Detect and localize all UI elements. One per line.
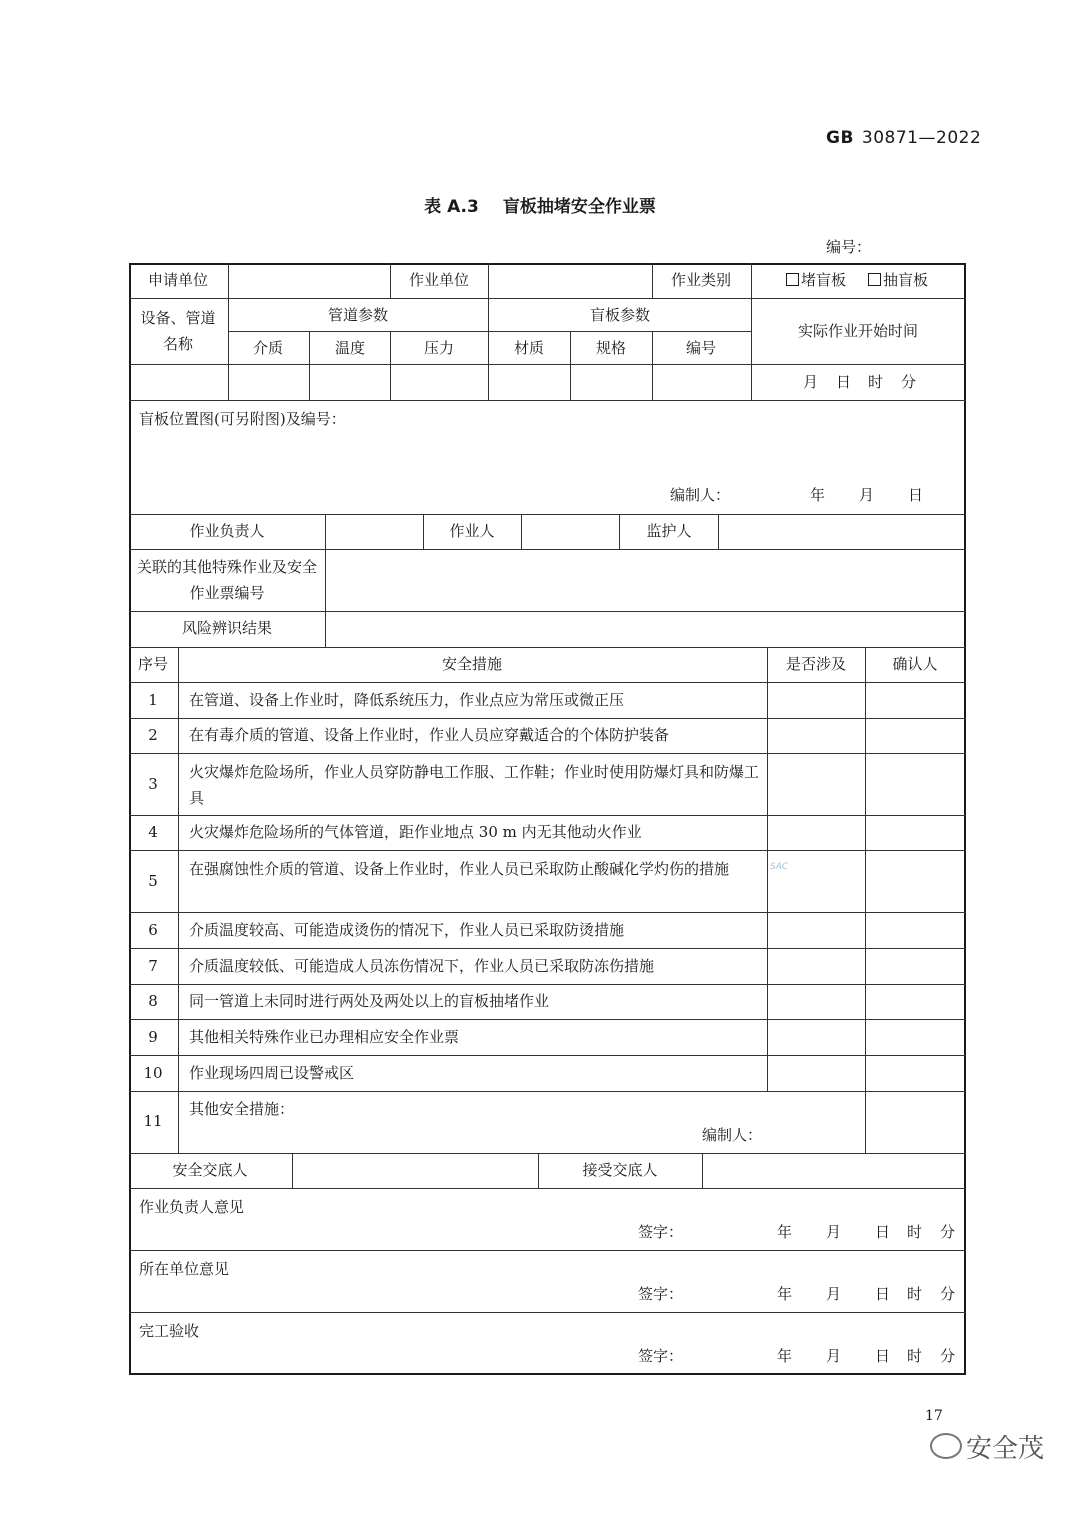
sign-hour: 时	[907, 1223, 923, 1241]
related-work-label: 关联的其他特殊作业及安全作业票编号	[137, 558, 318, 602]
number-header: 编号	[685, 339, 717, 357]
standard-number: GB 30871—2022	[826, 128, 982, 148]
measure-text: 在有毒介质的管道、设备上作业时，作业人员应穿戴适合的个体防护装备	[189, 726, 670, 744]
leader-opinion-label: 作业负责人意见	[139, 1198, 245, 1216]
measure-text: 同一管道上未同时进行两处及两处以上的盲板抽堵作业	[189, 992, 550, 1010]
grid-line	[228, 331, 751, 332]
grid-line	[390, 263, 391, 298]
measure-text: 介质温度较高、可能造成烫伤的情况下，作业人员已采取防烫措施	[189, 921, 625, 939]
measure-header: 安全措施	[441, 655, 503, 673]
sign-year: 年	[777, 1223, 793, 1241]
grid-line	[652, 331, 653, 400]
measure-no: 7	[148, 957, 158, 975]
measure-no: 4	[148, 823, 158, 841]
measure-text: 其他相关特殊作业已办理相应安全作业票	[189, 1028, 460, 1046]
leader-label: 作业负责人	[189, 522, 265, 540]
grid-line	[718, 514, 719, 549]
block-blind-checkbox[interactable]: 堵盲板	[786, 273, 846, 288]
diagram-maker-label: 编制人：	[670, 486, 731, 504]
checkbox-icon	[868, 273, 881, 286]
grid-line	[129, 1091, 966, 1092]
measure-no: 10	[143, 1064, 163, 1082]
grid-line	[129, 647, 966, 648]
start-day: 日	[836, 373, 852, 391]
table-title: 表 A.3 盲板抽堵安全作业票	[424, 197, 656, 217]
sign-hour: 时	[907, 1285, 923, 1303]
grid-line	[129, 1153, 966, 1154]
grid-line	[129, 682, 966, 683]
safety-receiver-label: 接受交底人	[582, 1161, 658, 1179]
grid-line	[325, 514, 326, 647]
grid-line	[702, 1153, 703, 1188]
grid-line	[129, 753, 966, 754]
grid-line	[129, 850, 966, 851]
grid-line	[129, 718, 966, 719]
grid-line	[767, 647, 768, 1091]
risk-result-label: 风险辨识结果	[181, 619, 273, 637]
measure-text: 其他安全措施：	[189, 1100, 295, 1118]
measure-no: 11	[143, 1112, 163, 1130]
grid-line	[129, 948, 966, 949]
grid-line	[129, 364, 966, 365]
grid-line	[309, 331, 310, 400]
completion-label: 完工验收	[139, 1322, 200, 1340]
sign-label: 签字：	[638, 1223, 684, 1241]
sign-minute: 分	[940, 1347, 956, 1365]
measure-text: 在管道、设备上作业时，降低系统压力，作业点应为常压或微正压	[189, 691, 625, 709]
guardian-label: 监护人	[646, 522, 692, 540]
actual-start-label: 实际作业开始时间	[797, 322, 919, 340]
sign-month: 月	[826, 1347, 842, 1365]
measure-text: 火灾爆炸危险场所的气体管道，距作业地点 30 m 内无其他动火作业	[189, 823, 642, 841]
watermark: 安全茂	[930, 1428, 1044, 1465]
grid-line	[129, 1250, 966, 1251]
grid-line	[129, 1055, 966, 1056]
form-frame	[129, 263, 966, 1375]
grid-line	[178, 647, 179, 1153]
work-type-label: 作业类别	[670, 271, 732, 289]
pipe-params-label: 管道参数	[327, 306, 389, 324]
unit-opinion-label: 所在单位意见	[139, 1260, 230, 1278]
measure-text: 在强腐蚀性介质的管道、设备上作业时，作业人员已采取防止酸碱化学灼伤的措施	[189, 860, 730, 878]
sign-month: 月	[826, 1223, 842, 1241]
seq-header: 序号	[137, 655, 169, 673]
grid-line	[538, 1153, 539, 1188]
measure-text: 介质温度较低、可能造成人员冻伤情况下，作业人员已采取防冻伤措施	[189, 957, 655, 975]
grid-line	[228, 263, 229, 400]
sign-minute: 分	[940, 1285, 956, 1303]
grid-line	[488, 263, 489, 400]
measure-no: 5	[148, 872, 158, 890]
medium-header: 介质	[252, 339, 284, 357]
grid-line	[129, 400, 966, 401]
sign-day: 日	[875, 1347, 891, 1365]
grid-line	[390, 331, 391, 400]
equip-name-label: 设备、管道名称	[140, 309, 216, 353]
page-number: 17	[925, 1408, 943, 1424]
diagram-day: 日	[908, 486, 924, 504]
grid-line	[129, 912, 966, 913]
grid-line	[129, 549, 966, 550]
safety-giver-label: 安全交底人	[172, 1161, 248, 1179]
confirmer-header: 确认人	[892, 655, 938, 673]
grid-line	[292, 1153, 293, 1188]
start-month: 月	[803, 373, 819, 391]
worker-label: 作业人	[449, 522, 495, 540]
apply-unit-label: 申请单位	[147, 271, 209, 289]
pressure-header: 压力	[423, 339, 455, 357]
sign-hour: 时	[907, 1347, 923, 1365]
grid-line	[865, 647, 866, 1153]
grid-line	[129, 1312, 966, 1313]
work-unit-label: 作业单位	[408, 271, 470, 289]
sign-year: 年	[777, 1285, 793, 1303]
wechat-icon	[930, 1433, 962, 1459]
measure-text: 作业现场四周已设警戒区	[189, 1064, 355, 1082]
draw-blind-checkbox[interactable]: 抽盲板	[868, 273, 928, 288]
blind-diagram-label: 盲板位置图(可另附图)及编号：	[139, 410, 346, 428]
measure-no: 8	[148, 992, 158, 1010]
measure-maker-label: 编制人：	[702, 1126, 763, 1144]
sign-year: 年	[777, 1347, 793, 1365]
measure-no: 9	[148, 1028, 158, 1046]
diagram-month: 月	[859, 486, 875, 504]
blind-params-label: 盲板参数	[589, 306, 651, 324]
measure-no: 6	[148, 921, 158, 939]
grid-line	[129, 815, 966, 816]
sign-day: 日	[875, 1223, 891, 1241]
spec-header: 规格	[595, 339, 627, 357]
measure-no: 1	[148, 691, 158, 709]
diagram-year: 年	[810, 486, 826, 504]
sign-label: 签字：	[638, 1347, 684, 1365]
grid-line	[129, 1019, 966, 1020]
grid-line	[423, 514, 424, 549]
grid-line	[619, 514, 620, 549]
sac-stamp: SAC	[770, 862, 789, 872]
sign-label: 签字：	[638, 1285, 684, 1303]
grid-line	[751, 263, 752, 400]
sign-month: 月	[826, 1285, 842, 1303]
sign-day: 日	[875, 1285, 891, 1303]
temperature-header: 温度	[334, 339, 366, 357]
grid-line	[570, 331, 571, 400]
measure-no: 3	[148, 775, 158, 793]
grid-line	[129, 298, 966, 299]
checkbox-icon	[786, 273, 799, 286]
involved-header: 是否涉及	[785, 655, 847, 673]
start-minute: 分	[901, 373, 917, 391]
sign-minute: 分	[940, 1223, 956, 1241]
grid-line	[129, 1188, 966, 1189]
material-header: 材质	[513, 339, 545, 357]
grid-line	[521, 514, 522, 549]
grid-line	[652, 263, 653, 298]
start-hour: 时	[868, 373, 884, 391]
grid-line	[129, 514, 966, 515]
grid-line	[129, 984, 966, 985]
grid-line	[129, 611, 966, 612]
measure-text: 火灾爆炸危险场所，作业人员穿防静电工作服、工作鞋；作业时使用防爆灯具和防爆工具	[189, 763, 760, 807]
measure-no: 2	[148, 726, 158, 744]
form-number-label: 编号：	[826, 238, 872, 256]
